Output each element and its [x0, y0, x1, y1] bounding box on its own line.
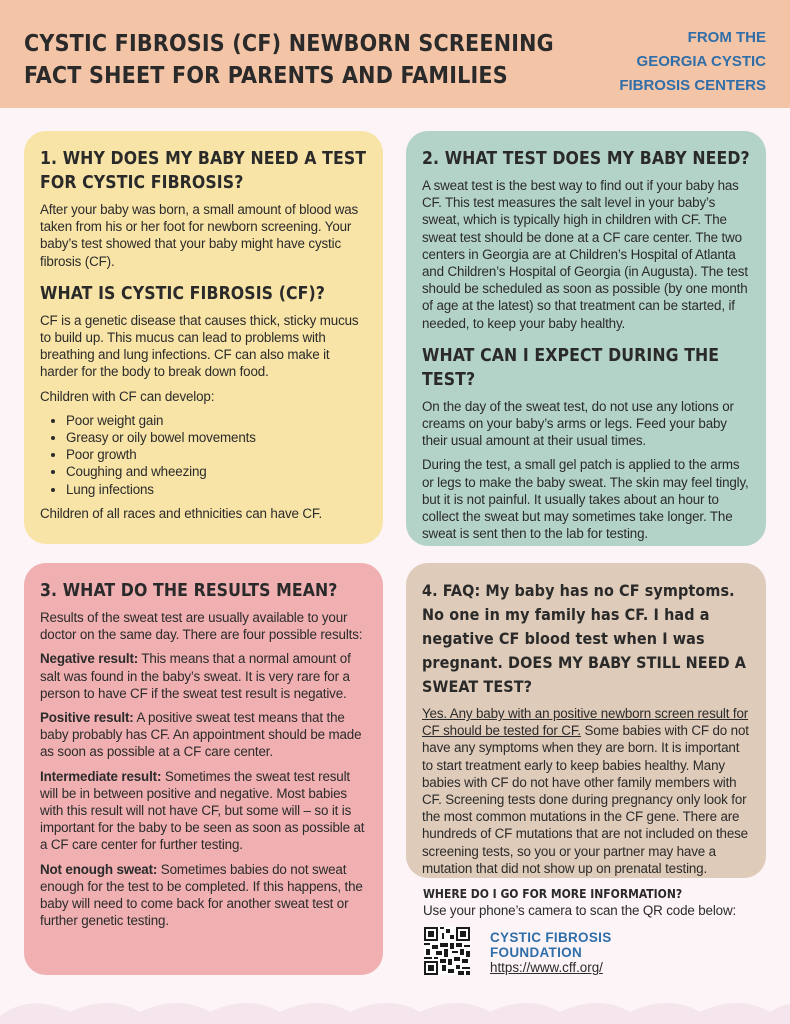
page-title — [24, 28, 554, 92]
section2-heading: 2. WHAT TEST DOES MY BABY NEED? — [422, 149, 750, 169]
qr-code-icon[interactable] — [424, 927, 470, 975]
section-results — [24, 563, 383, 975]
section1-heading: 1. WHY DOES MY BABY NEED A TEST FOR CYSTIC FIBROSIS? — [40, 149, 367, 193]
section4-heading — [422, 579, 750, 699]
symptoms-list — [40, 412, 367, 498]
list-item: • Greasy or oily bowel movements — [66, 429, 367, 446]
result-label: Not enough sweat: — [40, 861, 158, 877]
cff-name-line-2: FOUNDATION — [490, 945, 582, 960]
org-line-3: FIBROSIS CENTERS — [619, 77, 766, 94]
cff-website-link[interactable]: https://www.cff.org/ — [490, 960, 603, 975]
decorative-wave-border — [0, 996, 790, 1024]
result-positive — [40, 709, 367, 761]
list-item: • Poor weight gain — [66, 412, 367, 429]
result-text: This means that a normal amount of salt was found in the baby’s sweat. It is very rare for a person to have CF if the sweat test result is negative. — [40, 651, 351, 701]
title-line-2: FACT SHEET FOR PARENTS AND FAMILIES — [24, 63, 508, 89]
result-label: Positive result: — [40, 710, 134, 726]
section-what-test — [406, 131, 766, 546]
section3-intro: Results of the sweat test are usually available to your doctor on the same day. There are four possible results: — [40, 610, 363, 643]
section2-body: A sweat test is the best way to find out if your baby has CF. This test measures the salt level in your baby’s sweat, which is typically high in children with CF. The sweat test should be done at a CF care center. The two centers in Georgia are at Children’s Hospital of Atlanta and Children’s Hospital of Georgia (in Augusta). The test should be scheduled as soon as possible (by one month of age at the latest) so that treatment can be started, if needed, to keep your baby healthy. — [422, 178, 748, 331]
result-text: Sometimes babies do not sweat enough for the test to be completed. If this happens, the baby will need to come back for another sweat test or further genetic testing. — [40, 861, 363, 929]
result-not-enough-sweat — [40, 861, 367, 930]
faq-answer-rest: Some babies with CF do not have any symptoms when they are born. It is important to start treatment early to keep babies healthy. Many babies with CF do not have other family members with CF. Screening tests done during pregnancy only look for the most common mutations in the CF gene. There are hundreds of CF mutations that are not included on these screening tests, so you or your partner may have a mutation that did not show up on prenatal testing. — [422, 723, 749, 876]
header-banner — [0, 0, 790, 108]
more-info — [423, 886, 783, 919]
more-info-subtitle: Use your phone’s camera to scan the QR code below: — [423, 903, 737, 918]
faq-answer — [422, 705, 750, 877]
result-label: Negative result: — [40, 651, 139, 667]
section2-subheading: WHAT CAN I EXPECT DURING THE TEST? — [422, 345, 720, 390]
faq-answer-underlined: Yes. Any baby with an positive newborn screen result for CF should be tested for CF. — [422, 706, 749, 739]
section2-para1: On the day of the sweat test, do not use any lotions or creams on your baby’s arms or legs. Feed your baby their usual amount at their usual times. — [422, 398, 734, 449]
section2-para2: During the test, a small gel patch is applied to the arms or legs to make the baby sweat. The skin may feel tingly, but it is not painful. It usually takes about an hour to collect the sweat but may sometimes take longer. The sweat is sent then to the lab for testing. — [422, 457, 749, 542]
result-negative — [40, 650, 367, 702]
org-line-1: FROM THE — [687, 29, 766, 46]
section-faq — [406, 563, 766, 878]
cff-foundation-name — [490, 930, 612, 960]
list-item: • Coughing and wheezing — [66, 463, 367, 480]
list-item: • Poor growth — [66, 446, 367, 463]
title-line-1: CYSTIC FIBROSIS (CF) NEWBORN SCREENING — [24, 31, 554, 57]
section1-subheading: WHAT IS CYSTIC FIBROSIS (CF)? — [40, 283, 326, 304]
result-intermediate — [40, 768, 367, 854]
section1-intro: After your baby was born, a small amount of blood was taken from his or her foot for newborn screening. Your baby’s test showed that your baby might have cystic fibrosis (CF). — [40, 202, 359, 269]
list-item: • Lung infections — [66, 481, 367, 498]
faq-question: DOES MY BABY STILL NEED A SWEAT TEST? — [422, 653, 747, 696]
cff-name-line-1: CYSTIC FIBROSIS — [490, 930, 612, 945]
result-label: Intermediate result: — [40, 768, 162, 784]
org-line-2: GEORGIA CYSTIC — [636, 53, 766, 70]
cf-definition: CF is a genetic disease that causes thick, sticky mucus to build up. This mucus can lead to problems with breathing and lung infections. CF can also make it harder for the body to break down food. — [40, 312, 359, 380]
more-info-title: WHERE DO I GO FOR MORE INFORMATION? — [423, 887, 683, 901]
result-text: A positive sweat test means that the baby probably has CF. An appointment should be made as soon as possible at a CF care center. — [40, 710, 362, 760]
header-org — [619, 26, 766, 98]
faq-prefix: 4. FAQ: My baby has no CF symptoms. No one in my family has CF. I had a negative CF blood test when I was pregnant. — [422, 581, 735, 672]
section3-heading: 3. WHAT DO THE RESULTS MEAN? — [40, 581, 338, 601]
section-why-test — [24, 131, 383, 544]
section1-closing: Children of all races and ethnicities can have CF. — [40, 505, 323, 521]
symptoms-intro: Children with CF can develop: — [40, 388, 215, 404]
result-text: Sometimes the sweat test result will be in between positive and negative. Most babies with this result will not have CF, but some will – so it is important for the baby to be seen as soon as possible at a CF care center for further testing. — [40, 768, 365, 853]
